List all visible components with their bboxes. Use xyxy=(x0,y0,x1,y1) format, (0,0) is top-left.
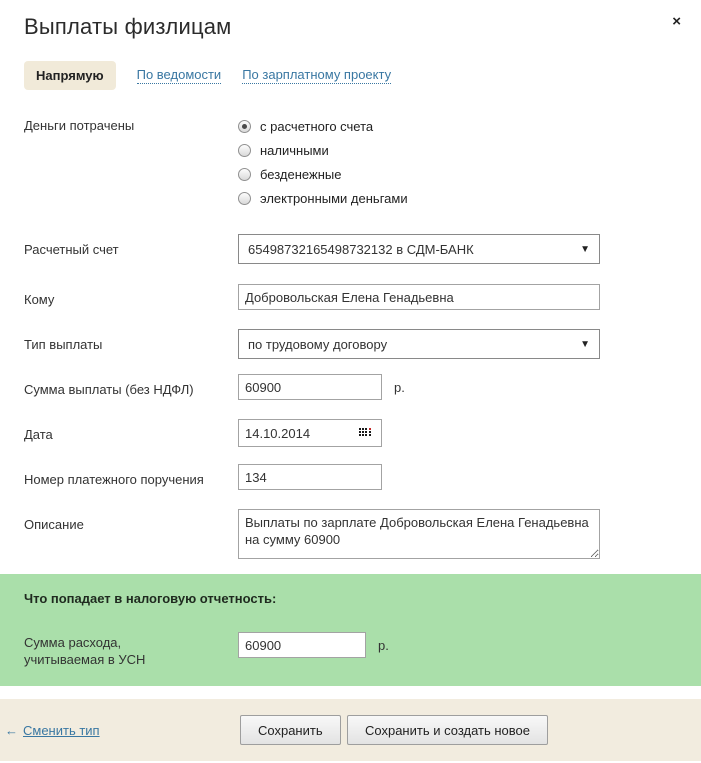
payment-type-label: Тип выплаты xyxy=(24,337,103,352)
description-textarea[interactable] xyxy=(238,509,600,559)
description-row xyxy=(24,509,677,559)
radio-unchecked-icon xyxy=(238,168,251,181)
account-label: Расчетный счет xyxy=(24,242,119,257)
amount-label: Сумма выплаты (без НДФЛ) xyxy=(24,382,194,397)
tab-directly[interactable]: Напрямую xyxy=(24,61,116,90)
change-type-link[interactable]: ←Сменить тип xyxy=(5,723,100,738)
tab-by-statement[interactable]: По ведомости xyxy=(136,67,222,82)
date-label: Дата xyxy=(24,427,53,442)
usn-expense-label: Сумма расхода, учитываемая в УСН xyxy=(24,635,146,667)
tax-report-section xyxy=(0,574,701,686)
payment-order-number-input[interactable] xyxy=(238,464,382,490)
amount-input[interactable] xyxy=(238,374,382,400)
radio-checked-icon xyxy=(238,120,251,133)
date-row xyxy=(24,419,677,447)
save-button[interactable]: Сохранить xyxy=(240,715,341,745)
tabs-bar xyxy=(24,61,677,90)
payment-type-row xyxy=(24,329,677,359)
payment-form xyxy=(0,90,701,574)
money-spent-radio-group xyxy=(238,118,408,214)
chevron-down-icon xyxy=(580,339,590,350)
calendar-icon[interactable] xyxy=(359,428,372,438)
save-and-create-new-button[interactable]: Сохранить и создать новое xyxy=(347,715,548,745)
radio-non-monetary[interactable]: безденежные xyxy=(238,166,408,182)
radio-unchecked-icon xyxy=(238,144,251,157)
dialog-header xyxy=(0,0,701,40)
recipient-input[interactable] xyxy=(238,284,600,310)
radio-electronic-money[interactable]: электронными деньгами xyxy=(238,190,408,206)
radio-from-account[interactable]: с расчетного счета xyxy=(238,118,408,134)
recipient-label: Кому xyxy=(24,292,55,307)
close-icon[interactable]: × xyxy=(672,13,681,30)
date-input-wrap xyxy=(238,419,382,447)
account-row xyxy=(24,234,677,264)
amount-row xyxy=(24,374,677,400)
radio-unchecked-icon xyxy=(238,192,251,205)
recipient-row xyxy=(24,284,677,310)
currency-suffix: р. xyxy=(394,380,405,395)
radio-cash[interactable]: наличными xyxy=(238,142,408,158)
usn-expense-row xyxy=(24,632,677,668)
usn-expense-input[interactable] xyxy=(238,632,366,658)
chevron-down-icon xyxy=(580,244,590,255)
payment-order-number-label: Номер платежного поручения xyxy=(24,472,204,487)
account-select[interactable]: 65498732165498732132 в СДМ-БАНК ▼ xyxy=(238,234,600,264)
currency-suffix: р. xyxy=(378,638,389,653)
tax-section-heading: Что попадает в налоговую отчетность: xyxy=(24,591,277,606)
money-spent-row xyxy=(24,118,677,214)
footer-bar xyxy=(0,699,701,761)
description-label: Описание xyxy=(24,517,84,532)
payment-type-select[interactable]: по трудовому договору ▼ xyxy=(238,329,600,359)
tab-by-salary-project[interactable]: По зарплатному проекту xyxy=(242,67,392,82)
payment-order-number-row xyxy=(24,464,677,490)
money-spent-label: Деньги потрачены xyxy=(24,118,135,133)
left-arrow-icon xyxy=(5,723,18,738)
page-title: Выплаты физлицам xyxy=(24,14,232,39)
